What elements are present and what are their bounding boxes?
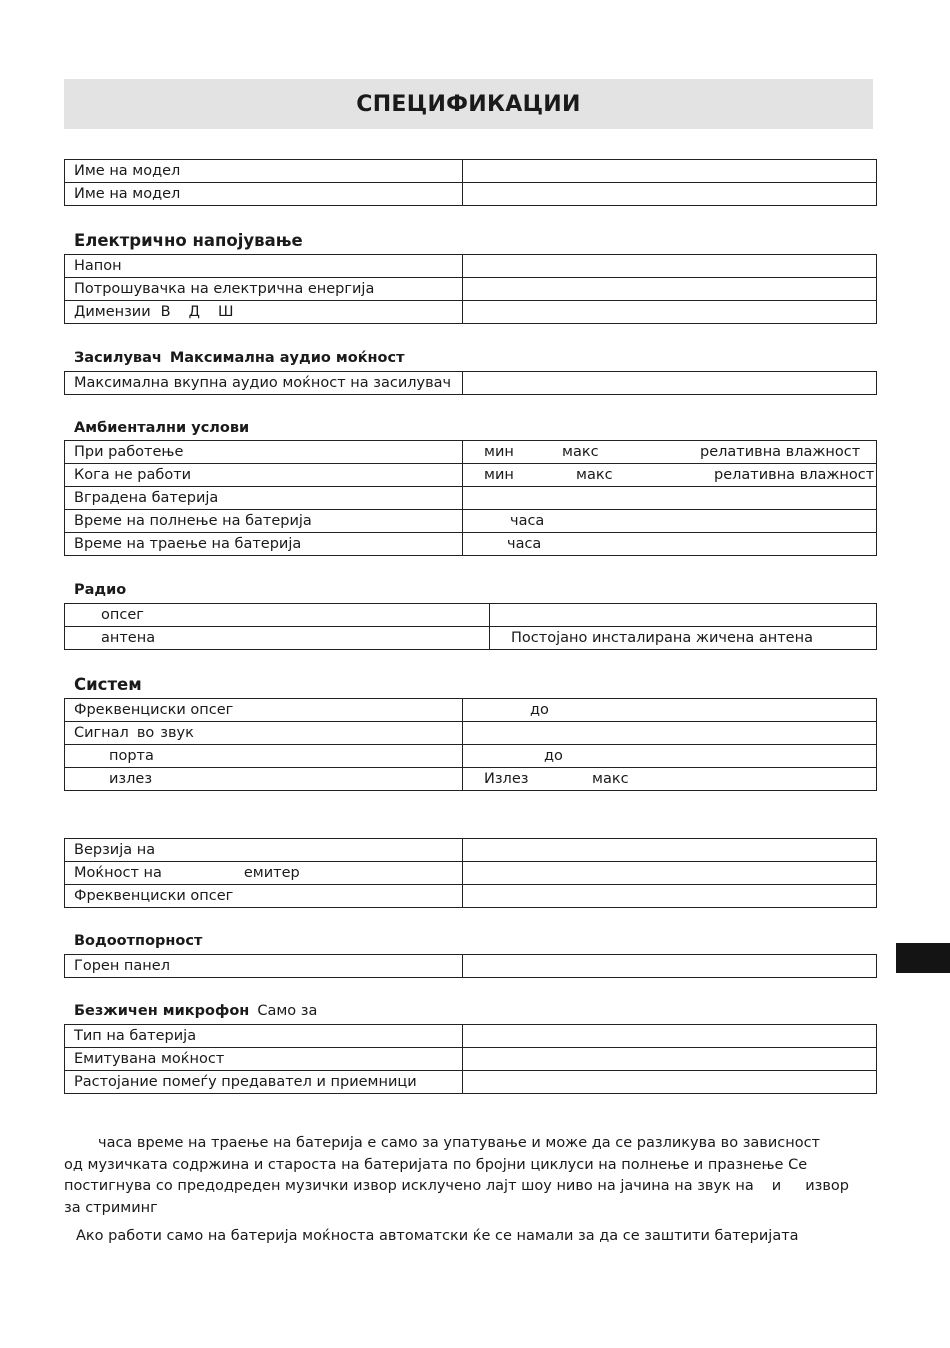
- table-row: [65, 1071, 877, 1094]
- freq-range-value: [463, 699, 877, 722]
- voltage-value: [463, 255, 877, 278]
- table-row: [65, 160, 877, 183]
- run-time-value: [463, 533, 877, 556]
- radio-antenna-value: [490, 627, 877, 650]
- footnote-text-b: и: [771, 1178, 782, 1194]
- table-row: [65, 862, 877, 885]
- battery-label: Вградена батерија: [65, 487, 463, 510]
- dimensions-text: Димензии: [74, 304, 151, 320]
- footnote-line: часа време на траење на батерија е само за упатување и може да се разликува во зависност: [98, 1135, 821, 1151]
- table-row: [65, 441, 877, 464]
- model-name-value: [463, 183, 877, 206]
- table-row: [65, 722, 877, 745]
- distance-label: Растојание помеѓу предавател и приемници: [65, 1071, 463, 1094]
- consumption-label: Потрошувачка на електрична енергија: [65, 278, 463, 301]
- table-row: [65, 627, 877, 650]
- footnote-line: од музичката содржина и староста на батеријата по бројни циклуси на полнење и празнење Се: [64, 1156, 808, 1173]
- consumption-value: [463, 278, 877, 301]
- water-heading: Водоотпорност: [74, 933, 203, 949]
- bt-table: [64, 838, 877, 908]
- footnote-text-c: извор: [805, 1178, 849, 1194]
- table-row: [65, 955, 877, 978]
- max-label: макс: [592, 771, 629, 787]
- battery-type-value: [463, 1025, 877, 1048]
- table-row: [65, 768, 877, 791]
- language-tab: [896, 943, 950, 973]
- bt-power-text-b: емитер: [243, 865, 300, 881]
- footnote-line: за стриминг: [64, 1199, 158, 1216]
- min-label: мин: [484, 467, 514, 483]
- operating-label: При работење: [65, 441, 463, 464]
- output-value: [463, 768, 877, 791]
- page-title: СПЕЦИФИКАЦИИ: [356, 91, 581, 117]
- ambient-heading: Амбиентални услови: [74, 420, 250, 436]
- humidity-label: релативна влажност: [700, 444, 861, 460]
- bt-power-label: [65, 862, 463, 885]
- bt-power-value: [463, 862, 877, 885]
- output-label: излез: [65, 768, 463, 791]
- power-table: [64, 254, 877, 324]
- table-row: [65, 533, 877, 556]
- emitted-power-value: [463, 1048, 877, 1071]
- hours-label: часа: [510, 513, 545, 529]
- radio-table: [64, 603, 877, 650]
- mic-table: [64, 1024, 877, 1094]
- radio-band-value: [490, 604, 877, 627]
- charge-time-label: Време на полнење на батерија: [65, 510, 463, 533]
- snr-value: [463, 722, 877, 745]
- charge-time-value: [463, 510, 877, 533]
- amp-heading: [74, 350, 405, 366]
- bt-version-value: [463, 839, 877, 862]
- model-name-value: [463, 160, 877, 183]
- radio-antenna-label: антена: [65, 627, 490, 650]
- mic-heading: [74, 1003, 317, 1019]
- top-panel-label: Горен панел: [65, 955, 463, 978]
- table-row: [65, 464, 877, 487]
- table-row: [65, 372, 877, 395]
- dimensions-h: В: [160, 304, 171, 320]
- bt-version-label: Верзија на: [65, 839, 463, 862]
- not-operating-label: Кога не работи: [65, 464, 463, 487]
- amp-power-value: [463, 372, 877, 395]
- footnote-text-a: постигнува со предодреден музички извор исклучено лајт шоу ниво на јачина на звук на: [64, 1178, 754, 1194]
- top-panel-value: [463, 955, 877, 978]
- amp-subtitle: Максимална аудио моќност: [169, 350, 405, 366]
- table-row: [65, 699, 877, 722]
- output-value-text: Излез: [484, 771, 529, 787]
- antenna-value-text: Постојано инсталирана жичена антена: [511, 630, 813, 646]
- model-name-label: Име на модел: [65, 160, 463, 183]
- model-table: [64, 159, 877, 206]
- snr-text-c: звук: [160, 725, 194, 741]
- water-table: [64, 954, 877, 978]
- voltage-label: Напон: [65, 255, 463, 278]
- amp-table: [64, 371, 877, 395]
- footnote-battery: [64, 1133, 879, 1219]
- snr-text-b: во: [136, 725, 155, 741]
- dimensions-d: Д: [188, 304, 200, 320]
- radio-heading: Радио: [74, 582, 127, 598]
- hours-label: часа: [507, 536, 542, 552]
- table-row: [65, 278, 877, 301]
- port-value: [463, 745, 877, 768]
- snr-text-a: Сигнал: [74, 725, 129, 741]
- humidity-label: релативна влажност: [714, 467, 875, 483]
- bt-power-text-a: Моќност на: [74, 865, 162, 881]
- table-row: [65, 301, 877, 324]
- table-row: [65, 255, 877, 278]
- table-row: [65, 745, 877, 768]
- table-row: [65, 604, 877, 627]
- to-label: до: [544, 748, 563, 764]
- system-heading: Систем: [74, 675, 142, 694]
- system-table: [64, 698, 877, 791]
- model-name-label: Име на модел: [65, 183, 463, 206]
- snr-label: [65, 722, 463, 745]
- mic-title: Безжичен микрофон: [74, 1003, 250, 1019]
- footnote-line: [64, 1176, 879, 1198]
- port-label: порта: [65, 745, 463, 768]
- bt-freq-value: [463, 885, 877, 908]
- amp-title: Засилувач: [74, 350, 162, 366]
- max-label: макс: [576, 467, 613, 483]
- dimensions-w: Ш: [217, 304, 234, 320]
- table-row: [65, 839, 877, 862]
- table-row: [65, 1025, 877, 1048]
- max-label: макс: [562, 444, 599, 460]
- amp-power-label: Максимална вкупна аудио моќност на засилувач: [65, 372, 463, 395]
- dimensions-value: [463, 301, 877, 324]
- run-time-label: Време на траење на батерија: [65, 533, 463, 556]
- table-row: [65, 1048, 877, 1071]
- power-heading: Електрично напојување: [74, 231, 303, 250]
- battery-value: [463, 487, 877, 510]
- not-operating-value: [463, 464, 877, 487]
- mic-note: Само за: [257, 1003, 318, 1019]
- radio-band-label: опсег: [65, 604, 490, 627]
- dimensions-label: [65, 301, 463, 324]
- battery-type-label: Тип на батерија: [65, 1025, 463, 1048]
- ambient-table: [64, 440, 877, 556]
- footnote-battery-power: Ако работи само на батерија моќноста автоматски ќе се намали за да се заштити батеријата: [76, 1228, 799, 1244]
- table-row: [65, 885, 877, 908]
- table-row: [65, 183, 877, 206]
- operating-value: [463, 441, 877, 464]
- to-label: до: [530, 702, 549, 718]
- freq-range-label: Фреквенциски опсег: [65, 699, 463, 722]
- emitted-power-label: Емитувана моќност: [65, 1048, 463, 1071]
- table-row: [65, 510, 877, 533]
- title-bar: [64, 79, 873, 129]
- distance-value: [463, 1071, 877, 1094]
- bt-freq-label: Фреквенциски опсег: [65, 885, 463, 908]
- table-row: [65, 487, 877, 510]
- min-label: мин: [484, 444, 514, 460]
